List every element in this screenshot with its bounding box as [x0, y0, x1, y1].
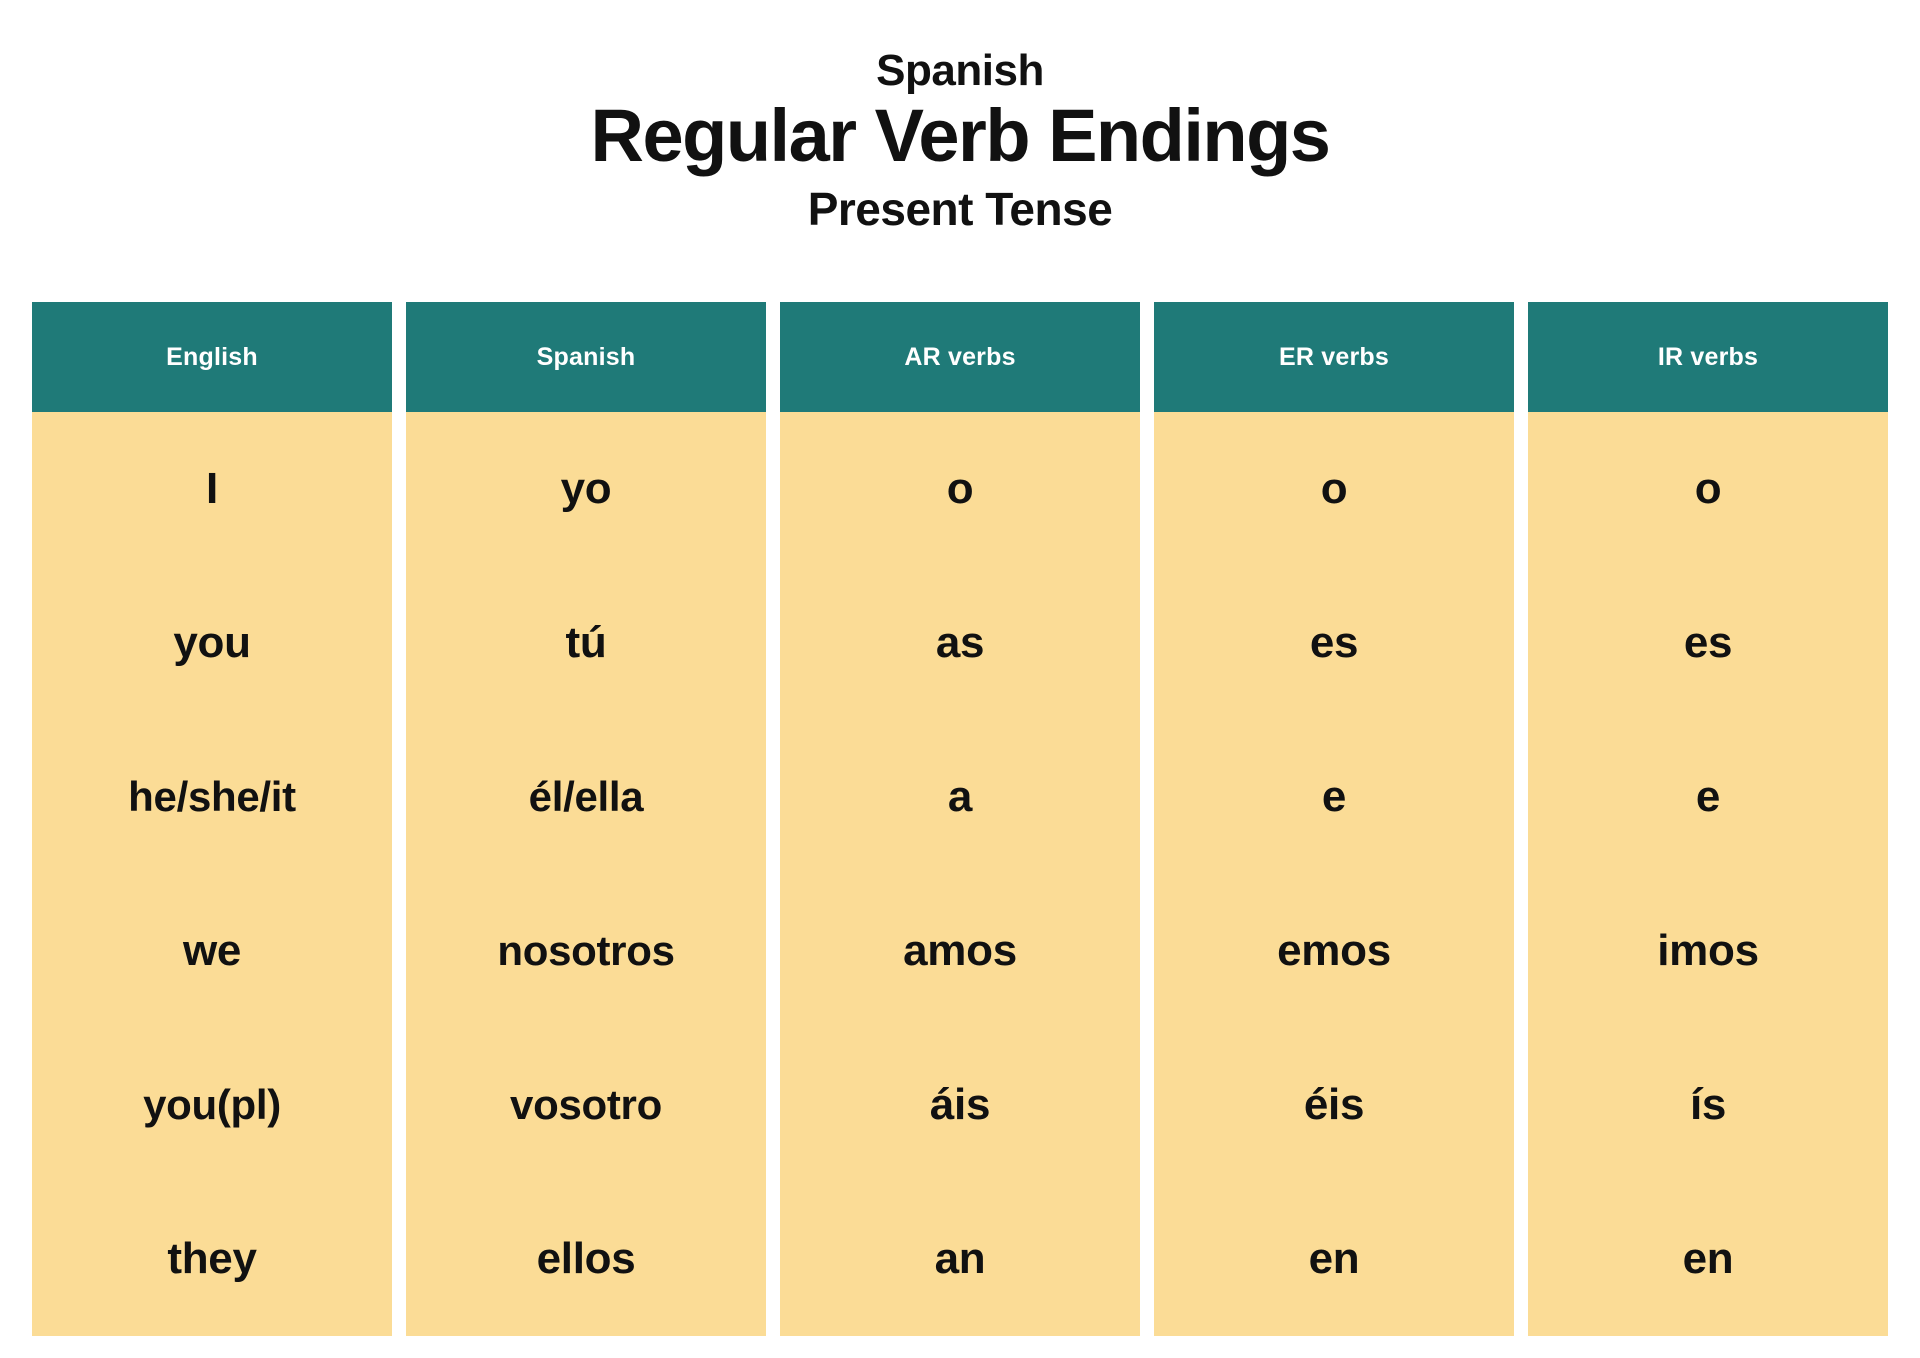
table-cell: éis	[1303, 1080, 1365, 1129]
column-body	[1154, 412, 1514, 1336]
table-cell: e	[1321, 772, 1347, 821]
table-cell: we	[182, 926, 242, 975]
table-cell: you(pl)	[143, 1081, 281, 1128]
column-body	[406, 412, 766, 1336]
column-body	[32, 412, 392, 1336]
page-header	[0, 0, 1920, 236]
verb-endings-table	[32, 302, 1888, 1336]
column-header: ER verbs	[1154, 302, 1514, 412]
table-cell: you	[173, 618, 251, 667]
column-header: IR verbs	[1528, 302, 1888, 412]
table-cell: I	[206, 464, 218, 513]
table-column-english	[32, 302, 392, 1336]
table-cell: a	[947, 772, 973, 821]
header-eyebrow: Spanish	[876, 46, 1044, 95]
column-header: English	[32, 302, 392, 412]
table-cell: áis	[929, 1080, 991, 1129]
table-cell: o	[1694, 464, 1722, 513]
table-column-spanish	[406, 302, 766, 1336]
table-cell: es	[1683, 618, 1733, 667]
table-cell: e	[1695, 772, 1721, 821]
table-cell: ellos	[536, 1234, 636, 1283]
table-cell: en	[1308, 1234, 1360, 1283]
table-cell: en	[1682, 1234, 1734, 1283]
table-cell: él/ella	[528, 773, 644, 820]
table-cell: imos	[1657, 926, 1759, 975]
page-subtitle: Present Tense	[807, 183, 1113, 236]
table-cell: as	[935, 618, 985, 667]
table-column-er-verbs	[1154, 302, 1514, 1336]
page-title: Regular Verb Endings	[590, 94, 1330, 178]
table-cell: nosotros	[497, 927, 675, 974]
column-body	[1528, 412, 1888, 1336]
table-cell: ís	[1689, 1080, 1727, 1129]
table-cell: es	[1309, 618, 1359, 667]
table-cell: he/she/it	[128, 773, 296, 820]
table-column-ar-verbs	[780, 302, 1140, 1336]
table-cell: yo	[560, 464, 612, 513]
column-body	[780, 412, 1140, 1336]
table-cell: amos	[903, 926, 1017, 975]
table-column-ir-verbs	[1528, 302, 1888, 1336]
table-cell: o	[946, 464, 974, 513]
table-cell: tú	[565, 618, 607, 667]
column-header: Spanish	[406, 302, 766, 412]
table-cell: vosotro	[510, 1081, 662, 1128]
table-cell: they	[167, 1234, 257, 1283]
table-cell: an	[934, 1234, 986, 1283]
table-cell: o	[1320, 464, 1348, 513]
table-cell: emos	[1277, 926, 1391, 975]
column-header: AR verbs	[780, 302, 1140, 412]
